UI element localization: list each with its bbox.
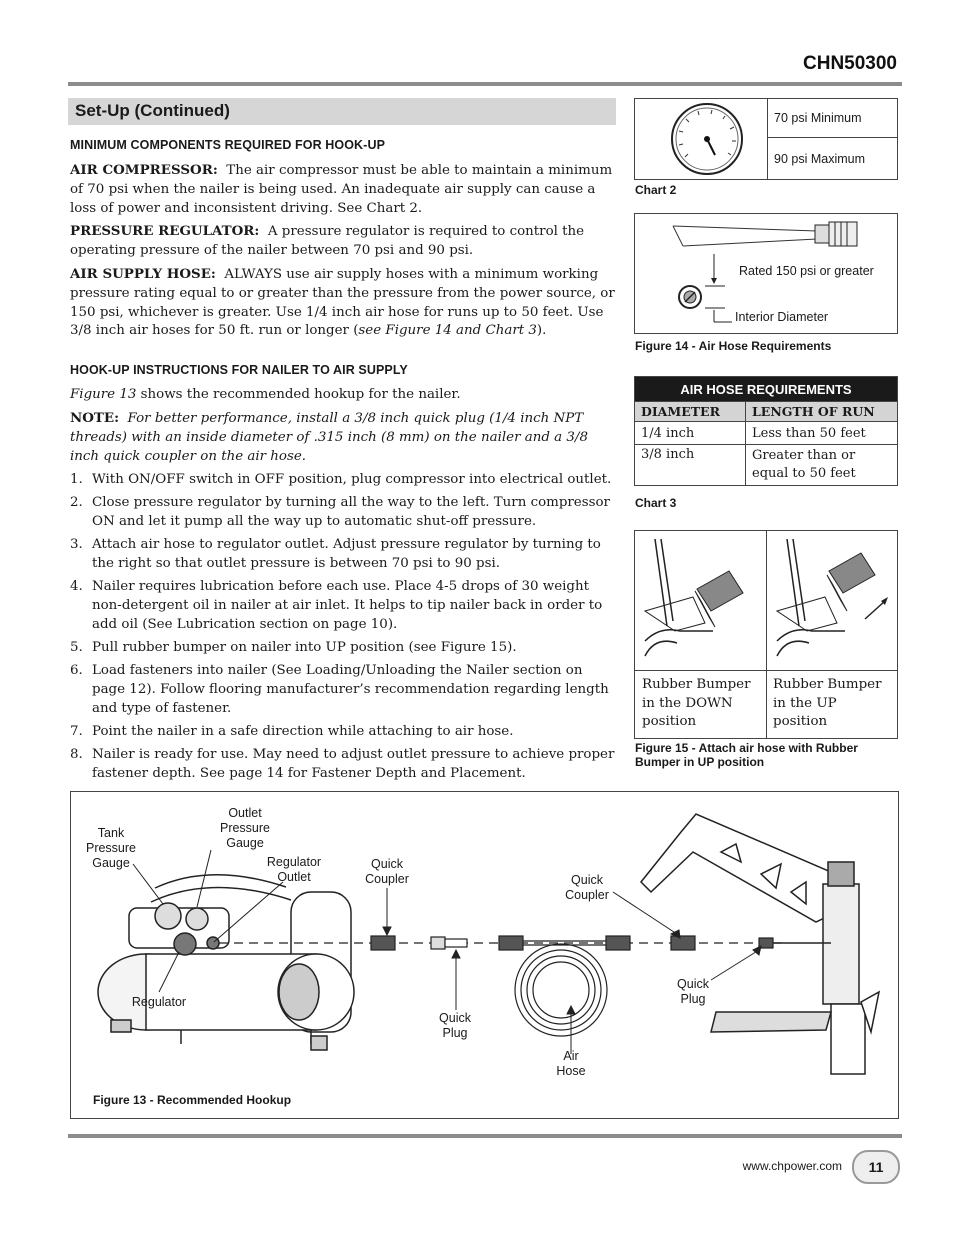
- chart3-title: AIR HOSE REQUIREMENTS: [635, 377, 898, 402]
- step-item: [70, 746, 617, 784]
- step-number: 2.: [70, 495, 83, 511]
- figure14-caption: Figure 14 - Air Hose Requirements: [635, 339, 832, 353]
- figure15-caption: Figure 15 - Attach air hose with Rubber Bumper in UP position: [635, 741, 858, 769]
- step-item: [70, 578, 617, 634]
- step-item: [70, 471, 617, 490]
- footer-url: www.chpower.com: [742, 1159, 842, 1173]
- air-compressor-label: AIR COMPRESSOR:: [70, 162, 218, 178]
- gauge-cell: [635, 99, 768, 179]
- air-compressor-text: The air compressor must be able to maintain a minimum of 70 psi when the nailer is being used. An inadequate air supply can cause a loss of power and inconsistent driving. See Chart 2.: [70, 163, 613, 216]
- row-diameter: 1/4 inch: [635, 422, 746, 445]
- hookup-intro-fig: Figure 13: [70, 387, 137, 402]
- pressure-regulator-label: PRESSURE REGULATOR:: [70, 223, 260, 239]
- figure15-box: [634, 530, 898, 739]
- step-text: Close pressure regulator by turning all the way to the left. Turn compressor ON and let it pump all the way up to automatic shut-off pressure.: [92, 495, 610, 529]
- note-text: For better performance, install a 3/8 inch quick plug (1/4 inch NPT threads) with an inside diameter of .315 inch (8 mm) on the nailer and a 3/8 inch quick coupler on the air hose.: [70, 411, 588, 464]
- figure13-box: [70, 791, 899, 1119]
- air-supply-ref: see Figure 14 and Chart 3: [358, 323, 537, 339]
- chart2-box: [634, 98, 898, 180]
- step-text: Nailer is ready for use. May need to adjust outlet pressure to achieve proper fastener depth. See page 14 for Fastener Depth and Placement.: [92, 747, 615, 781]
- chart3-caption: Chart 3: [635, 496, 677, 510]
- note-label: NOTE:: [70, 410, 120, 426]
- step-number: 7.: [70, 723, 83, 739]
- hookup-intro-text: shows the recommended hookup for the nailer.: [136, 387, 461, 402]
- figure14-box: [634, 213, 898, 334]
- bumper-up-label: Rubber Bumper in the UP position: [773, 677, 882, 729]
- step-number: 4.: [70, 579, 83, 595]
- col-diameter: DIAMETER: [635, 402, 746, 422]
- step-item: [70, 536, 617, 574]
- col-length: LENGTH OF RUN: [746, 402, 898, 422]
- table-row: [635, 445, 898, 486]
- hookup-intro: [70, 386, 617, 405]
- chart2-max: 90 psi Maximum: [774, 152, 865, 166]
- table-row: [635, 422, 898, 445]
- regulator-outlet-label: Regulator Outlet: [266, 855, 322, 884]
- quick-coupler-label: Quick Coupler: [565, 873, 609, 902]
- regulator-label: Regulator: [131, 995, 187, 1009]
- min-components-heading: MINIMUM COMPONENTS REQUIRED FOR HOOK-UP: [70, 138, 386, 152]
- bumper-down-icon: [635, 531, 766, 670]
- step-text: Pull rubber bumper on nailer into UP position (see Figure 15).: [92, 639, 517, 655]
- model-number: CHN50300: [803, 53, 897, 74]
- hookup-diagram: [71, 792, 898, 1118]
- step-item: [70, 723, 617, 742]
- pressure-gauge-icon: [635, 99, 767, 179]
- section-title: Set-Up (Continued): [75, 101, 230, 120]
- air-supply-text: ALWAYS use air supply hoses with a minimum working pressure rating equal to or greater than the pressure from the power source, or 150 psi, whichever is greater. Use 1/4 inch air hose for runs up to 50 feet. Use 3/8 inch air hoses for 50 ft. run or longer (: [70, 267, 615, 339]
- header-rule: [68, 82, 902, 86]
- interior-label: Interior Diameter: [735, 310, 829, 324]
- step-number: 6.: [70, 663, 83, 679]
- air-supply-paragraph: [70, 265, 617, 341]
- chart2-caption: Chart 2: [635, 183, 677, 197]
- step-text: Nailer requires lubrication before each use. Place 4-5 drops of 30 weight non-detergent oil in nailer at air inlet. It helps to tip nailer back in order to add oil (See Lubrication section on page 10).: [92, 579, 603, 632]
- air-supply-label: AIR SUPPLY HOSE:: [70, 266, 216, 282]
- row-length: Less than 50 feet: [746, 422, 898, 445]
- step-item: [70, 662, 617, 718]
- chart3-header-row: [635, 402, 898, 422]
- quick-plug-label: Quick Plug: [439, 1011, 471, 1040]
- figure15-hrule: [635, 670, 897, 671]
- hookup-note: [70, 409, 617, 466]
- section-header: [68, 98, 616, 125]
- row-length: Greater than or equal to 50 feet: [746, 445, 898, 486]
- step-text: Point the nailer in a safe direction while attaching to air hose.: [92, 723, 514, 739]
- footer-rule: [68, 1134, 902, 1138]
- step-number: 8.: [70, 747, 83, 763]
- tank-gauge-label: Tank Pressure Gauge: [85, 826, 137, 870]
- chart3-table: [634, 376, 898, 486]
- step-text: Load fasteners into nailer (See Loading/Unloading the Nailer section on page 12). Follow flooring manufacturer’s recommendation regarding length and type of fastener.: [92, 663, 609, 716]
- bumper-down-label: Rubber Bumper in the DOWN position: [642, 677, 751, 729]
- pressure-regulator-paragraph: [70, 222, 617, 261]
- rated-label: Rated 150 psi or greater: [739, 264, 874, 278]
- step-text: With ON/OFF switch in OFF position, plug compressor into electrical outlet.: [92, 472, 612, 487]
- bumper-up-icon: [767, 531, 897, 670]
- figure13-caption: Figure 13 - Recommended Hookup: [93, 1093, 292, 1107]
- chart2-min: 70 psi Minimum: [768, 99, 897, 138]
- air-supply-end: ).: [536, 323, 547, 339]
- air-hose-label: Air Hose: [556, 1049, 586, 1078]
- hookup-steps: [70, 471, 617, 788]
- page-number: 11: [852, 1150, 900, 1184]
- pressure-regulator-text: A pressure regulator is required to control the operating pressure of the nailer between 70 psi and 90 psi.: [70, 224, 585, 258]
- hookup-heading: HOOK-UP INSTRUCTIONS FOR NAILER TO AIR SUPPLY: [70, 363, 408, 377]
- chart3-title-row: [635, 377, 898, 402]
- quick-coupler-label: Quick Coupler: [365, 857, 409, 886]
- step-number: 5.: [70, 639, 83, 655]
- step-text: Attach air hose to regulator outlet. Adjust pressure regulator by turning to the right so that outlet pressure is between 70 psi to 90 psi.: [92, 537, 601, 571]
- outlet-gauge-label: Outlet Pressure Gauge: [219, 806, 271, 850]
- quick-plug-label: Quick Plug: [677, 977, 709, 1006]
- step-number: 3.: [70, 537, 83, 553]
- step-item: [70, 494, 617, 532]
- air-compressor-paragraph: [70, 161, 617, 218]
- step-item: [70, 639, 617, 658]
- step-number: 1.: [70, 472, 83, 487]
- row-diameter: 3/8 inch: [635, 445, 746, 486]
